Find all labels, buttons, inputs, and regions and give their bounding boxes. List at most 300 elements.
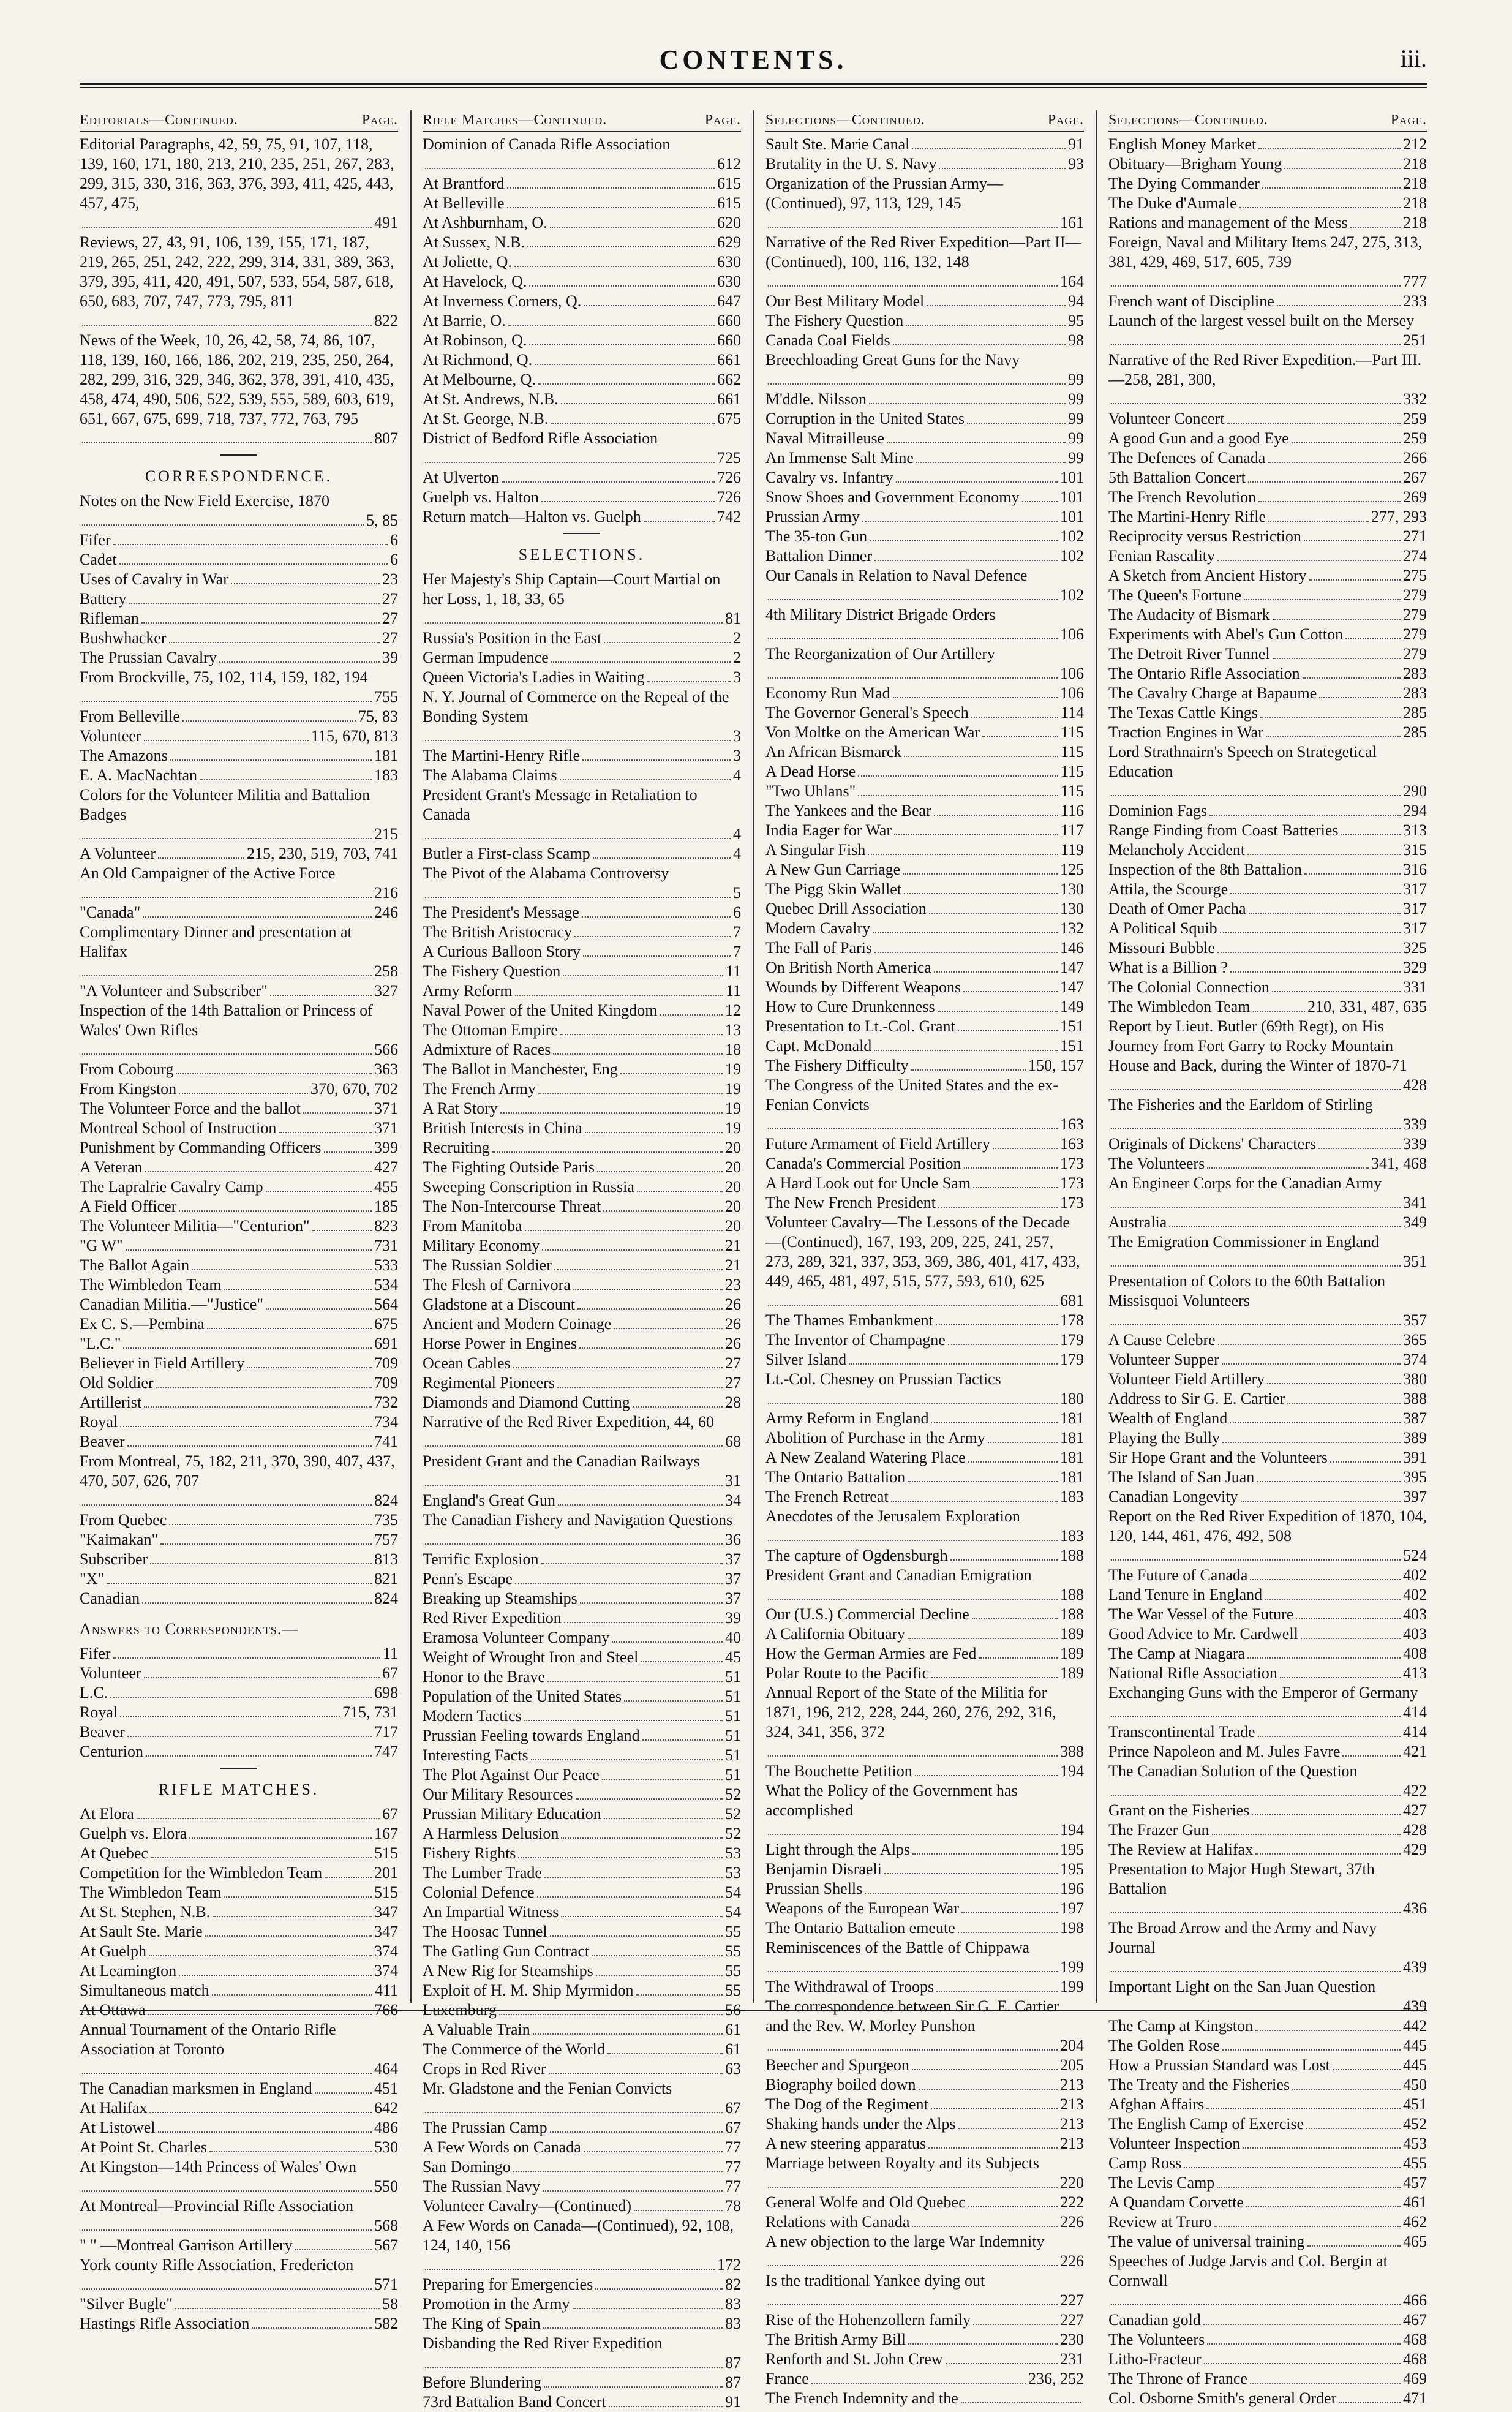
index-entry [80,1158,398,1177]
entry-page: 468 [1403,2350,1427,2368]
entry-title: At Sault Ste. Marie [80,1923,203,1940]
dot-leader [584,305,715,306]
index-entry [80,1683,398,1703]
entry-page: 395 [1403,1468,1427,1486]
index-entry [423,1158,741,1177]
dot-leader [541,1563,723,1564]
entry-leader-line [765,1958,1084,1977]
index-entry [1108,1409,1427,1428]
entry-leader-line [1108,1546,1427,1566]
entry-title: Volunteer Field Artillery [1108,1370,1265,1388]
entry-title: The Yankees and the Bear [765,802,931,820]
dot-leader [295,2249,372,2250]
entry-page: 630 [717,253,741,271]
entry-title: Guelph vs. Halton [423,488,539,506]
entry-title: A Cause Celebre [1108,1331,1216,1349]
entry-page: 357 [1403,1311,1427,1329]
entry-page: 149 [1060,998,1084,1016]
entry-page: 20 [725,1178,741,1196]
index-entry [765,880,1084,899]
entry-title: The Commerce of the World [423,2040,605,2058]
index-entry [80,1432,398,1452]
entry-title: From Kingston [80,1080,177,1098]
entry-title: Australia [1108,1213,1167,1231]
dot-leader [82,2190,372,2192]
entry-page: 269 [1403,488,1427,506]
dot-leader [1212,1834,1401,1835]
dot-leader [908,1481,1058,1482]
entry-leader-line [1108,782,1427,801]
entry-page: 114 [1060,704,1084,722]
index-entry [765,1762,1084,1781]
dot-leader [849,1363,1058,1365]
entry-page: 54 [725,1883,741,1901]
entry-title: The Fall of Paris [765,939,873,957]
entry-page: 457 [1403,2174,1427,2192]
index-entry [423,1608,741,1628]
entry-page: 106 [1060,665,1084,682]
entry-title: Report on the Red River Expedition of 1870, 104, 120, 144, 461, 476, 492, 508 [1108,1507,1427,1545]
entry-page: 218 [1403,155,1427,173]
entry-title: At Listowel [80,2119,156,2136]
dot-leader [1268,462,1401,463]
entry-page: 51 [725,1687,741,1705]
entry-page: 94 [1068,292,1084,310]
index-entry [1108,1585,1427,1605]
entry-title: Military Economy [423,1237,540,1254]
entry-title: At Brantford [423,175,505,192]
entry-page: 101 [1060,508,1084,526]
dot-leader [425,2269,715,2270]
entry-page: 402 [1403,1586,1427,1604]
dot-leader [1111,344,1401,345]
entry-title: France [765,2370,809,2388]
entry-leader-line [765,1742,1084,1762]
dot-leader [425,2367,723,2368]
index-entry [1108,2252,1427,2310]
entry-page: 332 [1403,390,1427,408]
entry-title: How to Cure Drunkenness [765,998,935,1016]
index-entry [423,2373,741,2392]
entry-page: 26 [725,1315,741,1333]
entry-title: Army Reform [423,982,513,1000]
entry-title: The Prussian Camp [423,2119,547,2136]
dot-leader [535,364,715,365]
index-entry [765,723,1084,742]
dot-leader [1111,1559,1401,1561]
dot-leader [768,677,1058,679]
entry-title: Red River Expedition [423,1609,562,1627]
entry-page: 21 [725,1237,741,1254]
entry-page: 63 [725,2060,741,2078]
index-entry [423,135,741,174]
index-entry [423,252,741,272]
dot-leader [1255,1853,1401,1855]
entry-title: Sweeping Conscription in Russia [423,1178,634,1196]
index-entry [1108,684,1427,703]
dot-leader [768,2187,1058,2188]
index-entry [423,1844,741,1863]
entry-title: Beecher and Spurgeon [765,2056,909,2074]
index-entry [1108,2154,1427,2173]
entry-page: 271 [1403,527,1427,545]
entry-title: At Barrie, O. [423,312,506,330]
entry-title: Preparing for Emergencies [423,2275,593,2293]
entry-title: Promotion in the Army [423,2295,570,2313]
entry-page: 99 [1068,390,1084,408]
entry-page: 450 [1403,2076,1427,2094]
entry-title: Subscriber [80,1550,148,1568]
dot-leader [144,1406,372,1408]
entry-page: 218 [1403,194,1427,212]
dot-leader [641,1661,723,1662]
index-entry [765,135,1084,154]
entry-title: The Ottoman Empire [423,1021,558,1039]
entry-page: 661 [717,390,741,408]
index-entry [80,1001,398,1060]
dot-leader [158,2131,372,2133]
index-entry [765,684,1084,703]
entry-leader-line [423,609,741,628]
index-entry [423,213,741,233]
dot-leader [560,779,731,780]
entry-page: 233 [1403,292,1427,310]
entry-page: 163 [1060,1115,1084,1133]
index-entry [765,448,1084,468]
dot-leader [110,1697,372,1698]
entry-leader-line [1108,1115,1427,1134]
entry-title: Admixture of Races [423,1041,551,1058]
dot-leader [607,2053,723,2054]
entry-title: Traction Engines in War [1108,723,1263,741]
dot-leader [620,1073,723,1074]
entry-page: 147 [1060,978,1084,996]
index-entry [765,566,1084,605]
entry-page: 102 [1060,586,1084,604]
dot-leader [870,540,1058,541]
entry-title: Relations with Canada [765,2213,910,2231]
dot-leader [904,893,1058,894]
dot-leader [231,583,380,584]
entry-title: Launch of the largest vessel built on the Mersey [1108,312,1415,330]
dot-leader [585,1132,723,1133]
index-entry [1108,1095,1427,1134]
entry-page: 715, 731 [342,1703,398,1721]
entry-title: Exploit of H. M. Ship Myrmidon [423,1981,634,1999]
index-entry [80,1138,398,1158]
dot-leader [604,1818,723,1819]
dot-leader [1292,2089,1401,2090]
index-entry [80,1452,398,1510]
index-entry [423,2040,741,2059]
entry-title: At Inverness Corners, Q. [423,292,582,310]
index-entry [1108,1918,1427,1977]
page-header [80,43,1427,80]
entry-title: Beaver [80,1723,125,1741]
dot-leader [934,815,1058,816]
dot-leader [912,2069,1058,2070]
entry-page: 821 [374,1570,398,1588]
entry-title: The Detroit River Tunnel [1108,645,1270,663]
index-entry [80,1804,398,1824]
dot-leader [137,1818,380,1819]
entry-title: Prussian Shells [765,1880,863,1898]
index-entry [765,1997,1084,2056]
entry-page: 691 [374,1335,398,1352]
index-entry [80,570,398,589]
index-entry [80,1589,398,1608]
entry-title: Weapons of the European War [765,1899,959,1917]
entry-leader-line [765,2173,1084,2193]
entry-title: The Flesh of Carnivora [423,1276,571,1294]
dot-leader [175,2308,380,2309]
index-entry [80,1216,398,1236]
dot-leader [315,2092,372,2094]
dot-leader [1267,1383,1401,1384]
index-entry [80,1354,398,1373]
entry-page: 709 [374,1354,398,1372]
header-rule-thin [80,87,1427,88]
index-entry [765,1409,1084,1428]
dot-leader [973,2324,1058,2325]
entry-title: Reciprocity versus Restriction [1108,527,1301,545]
index-entry [1108,135,1427,154]
entry-page: 258 [374,962,398,980]
dot-leader [768,1305,1058,1306]
entry-title: The Martini-Henry Rifle [423,747,581,764]
entry-title: Address to Sir G. E. Cartier [1108,1390,1285,1408]
dot-leader [1265,1599,1401,1600]
entry-page: 101 [1060,488,1084,506]
index-entry [1108,233,1427,292]
index-entry [423,746,741,766]
entry-title: Inspection of the 8th Battalion [1108,861,1303,878]
entry-page: 45 [725,1648,741,1666]
dot-leader [144,1677,380,1678]
entry-page: 179 [1060,1331,1084,1349]
index-entry [1108,1330,1427,1350]
index-entry [765,742,1084,762]
dot-leader [596,1975,723,1976]
dot-leader [192,1269,372,1270]
dot-leader [1241,1501,1401,1502]
index-entry [1108,566,1427,586]
entry-page: 11 [725,962,741,980]
index-entry [423,1452,741,1491]
dot-leader [612,1641,723,1643]
entry-page: 747 [374,1743,398,1760]
entry-title: The Canadian Fishery and Navigation Questions [423,1511,733,1529]
dot-leader [904,756,1058,757]
index-entry [765,1154,1084,1174]
index-entry [1108,1507,1427,1566]
dot-leader [560,1034,723,1035]
index-entry [765,899,1084,919]
entry-title: A new objection to the large War Indemnity [765,2233,1045,2250]
entry-title: A Rat Story [423,1099,498,1117]
dot-leader [633,1406,723,1408]
index-entry [80,2294,398,2314]
entry-title: The War Vessel of the Future [1108,1605,1294,1623]
entry-page: 61 [725,2021,741,2038]
entry-title: A New Rig for Steamships [423,1962,593,1980]
entry-title: Melancholy Accident [1108,841,1246,859]
entry-page: 53 [725,1844,741,1862]
index-entry [1108,2075,1427,2095]
entry-page: 467 [1403,2311,1427,2329]
entry-page: 53 [725,1864,741,1882]
entry-title: L.C. [80,1684,108,1702]
dot-leader [1258,1736,1401,1737]
entry-title: The Dying Commander [1108,175,1260,192]
entry-page: 414 [1403,1723,1427,1741]
entry-page: 19 [725,1099,741,1117]
index-entry [765,390,1084,409]
dot-leader [577,1308,723,1310]
index-entry [1108,213,1427,233]
index-entry [765,801,1084,821]
entry-page: 427 [374,1158,398,1176]
index-entry [765,1664,1084,1683]
dot-leader [919,2089,1058,2090]
dot-leader [142,1602,372,1604]
entry-leader-line [423,1471,741,1491]
index-entry [423,668,741,687]
entry-title: 4th Military District Brigade Orders [765,606,996,624]
index-entry [423,2392,741,2412]
index-entry [1108,703,1427,723]
entry-title: Butler a First-class Scamp [423,845,590,862]
column-heading [80,110,398,132]
entry-title: Canadian [80,1589,140,1607]
dot-leader [551,423,715,424]
entry-title: Army Reform in England [765,1409,929,1427]
dot-leader [1253,1011,1305,1012]
dot-leader [513,2171,723,2172]
index-entry [80,766,398,785]
entry-page: 469 [1403,2370,1427,2388]
entry-title: Modern Tactics [423,1707,522,1725]
entry-title: A Field Officer [80,1197,177,1215]
entry-page: 13 [725,1021,741,1039]
entry-title: Ancient and Modern Coinage [423,1315,612,1333]
entry-page: 20 [725,1139,741,1156]
entry-title: A New Zealand Watering Place [765,1449,966,1466]
entry-page: 455 [374,1178,398,1196]
entry-page: 279 [1403,645,1427,663]
index-entry [1108,1487,1427,1507]
entry-page: 39 [725,1609,741,1627]
index-entry [1108,2350,1427,2369]
entry-title: From Belleville [80,707,180,725]
entry-page: 52 [725,1825,741,1842]
entry-page: 735 [374,1511,398,1529]
index-entry [80,1644,398,1664]
entry-page: 198 [1060,1919,1084,1937]
entry-title: The Levis Camp [1108,2174,1215,2192]
dot-leader [609,2406,723,2407]
entry-title: The Congress of the United States and the ex-Fenian Convicts [765,1076,1058,1114]
dot-leader [531,1759,723,1760]
entry-title: On British North America [765,959,931,976]
dot-leader [325,1877,372,1878]
entry-page: 220 [1060,2174,1084,2192]
entry-page: 189 [1060,1625,1084,1643]
entry-title: Snow Shoes and Government Economy [765,488,1020,506]
index-entry [80,1922,398,1942]
entry-page: 37 [725,1550,741,1568]
dot-leader [82,227,372,228]
entry-title: Terrific Explosion [423,1550,539,1568]
index-entry [423,2020,741,2040]
dot-leader [1258,148,1401,149]
entry-title: National Rifle Association [1108,1664,1277,1682]
entry-page: 31 [725,1472,741,1490]
entry-page: 471 [1403,2389,1427,2407]
index-entry [80,668,398,707]
entry-title: Litho-Fracteur [1108,2350,1202,2368]
entry-page: 259 [1403,410,1427,428]
dot-leader [1222,2049,1401,2051]
entry-page: 183 [1060,1488,1084,1506]
index-entry [765,1487,1084,1507]
entry-title: Guelph vs. Elora [80,1825,187,1842]
dot-leader [908,2343,1058,2345]
index-entry [80,1197,398,1216]
dot-leader [1111,1128,1401,1129]
section-rule [220,454,257,456]
entry-page: 347 [374,1923,398,1940]
column-page-label: Page. [361,112,398,128]
index-entry [1108,1232,1427,1272]
entry-page: 403 [1403,1605,1427,1623]
entry-page: 464 [374,2060,398,2078]
entry-page: 36 [725,1531,741,1548]
index-entry [1108,2232,1427,2252]
entry-title: Rifleman [80,609,139,627]
dot-leader [550,227,715,228]
entry-title: Competition for the Wimbledon Team [80,1864,323,1882]
dot-leader [604,642,731,643]
dot-leader [1249,913,1401,914]
entry-page: 75, 83 [358,707,398,725]
entry-title: From Cobourg [80,1060,174,1078]
dot-leader [557,1387,723,1388]
entry-page: 188 [1060,1605,1084,1623]
dot-leader [219,661,380,663]
index-entry [423,507,741,527]
entry-title: A California Obituary [765,1625,906,1643]
dot-leader [1217,952,1401,953]
entry-page: 455 [1403,2154,1427,2172]
entry-title: How the German Armies are Fed [765,1645,977,1662]
index-entry [80,1742,398,1762]
entry-page: 822 [374,312,398,330]
entry-title: The Non-Intercourse Threat [423,1197,601,1215]
entry-page: 422 [1403,1782,1427,1800]
entry-page: 3 [733,747,741,764]
entry-title: Shaking hands under the Alps [765,2115,956,2133]
dot-leader [515,1583,723,1584]
entry-page: 87 [725,2354,741,2372]
entry-page: 428 [1403,1076,1427,1094]
entry-title: Artillerist [80,1393,142,1411]
dot-leader [550,1935,723,1937]
entry-title: Canada Coal Fields [765,331,890,349]
entry-title: What the Policy of the Government has accomplished [765,1782,1018,1819]
index-entry [80,2138,398,2157]
dot-leader [518,1857,723,1858]
